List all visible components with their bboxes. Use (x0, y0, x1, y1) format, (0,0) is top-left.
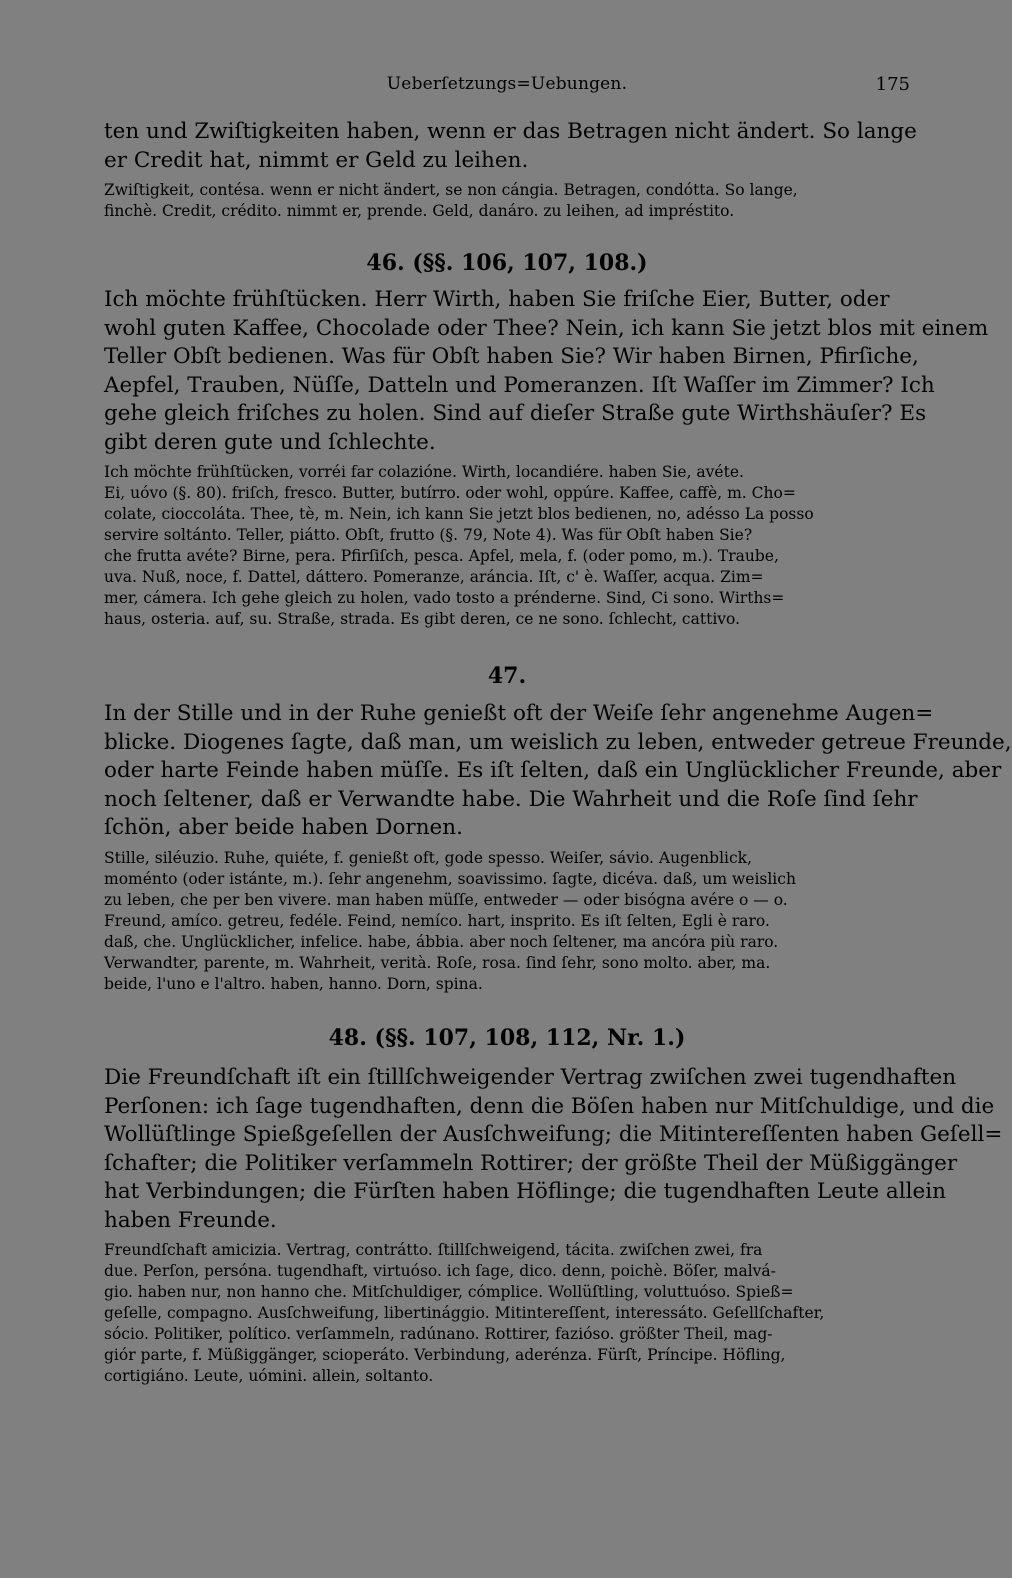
text-line: hat Verbindungen; die Fürſten haben Höflinge; die tugendhaften Leute allein (104, 1179, 946, 1204)
exercise-text (104, 700, 1012, 843)
text-line: Wollüſtlinge Spießgeſellen der Ausſchweifung; die Mitintereſſenten haben Geſell= (104, 1122, 1003, 1147)
text-line: noch ſeltener, daß er Verwandte habe. Die Wahrheit und die Roſe ſind ſehr (104, 786, 918, 812)
vocab-line: due. Perſon, persóna. tugendhaft, virtuóso. ich ſage, dico. denn, poichè. Böſer, malvá- (104, 1262, 776, 1280)
vocab-line: Freund, amíco. getreu, fedéle. Feind, nemíco. hart, insprito. Es iſt ſelten, Egli è raro. (104, 912, 770, 930)
intro-vocabulary (104, 180, 910, 222)
vocab-line: Ich möchte frühſtücken, vorréi far colazióne. Wirth, locandiére. haben Sie, avéte. (104, 463, 744, 481)
text-line: oder harte Feinde haben müſſe. Es iſt ſelten, daß ein Unglücklicher Freunde, aber (104, 758, 1002, 783)
vocab-line: Freundſchaft amicizia. Vertrag, contrátto. ſtillſchweigend, tácita. zwiſchen zwei, fra (104, 1241, 763, 1259)
vocab-line: giór parte, f. Müßiggänger, scioperáto. Verbindung, aderénza. Fürſt, Príncipe. Höfling, (104, 1346, 786, 1364)
running-header (104, 74, 910, 104)
section-heading: 46. (§§. 106, 107, 108.) (366, 250, 648, 276)
exercise-text (104, 286, 989, 457)
vocab-line: uva. Nuß, noce, f. Dattel, dáttero. Pomeranze, aráncia. Iſt, c' è. Waſſer, acqua. Zim= (104, 568, 764, 586)
vocab-line: gio. haben nur, non hanno che. Mitſchuldiger, cómplice. Wollüſtling, voluttuóso. Spieß= (104, 1283, 794, 1301)
vocab-line: zu leben, che per ben vivere. man haben müſſe, entweder — oder bisógna avére o — o. (104, 891, 788, 909)
text-line: wohl guten Kaffee, Chocolade oder Thee? Nein, ich kann Sie jetzt blos mit einem (104, 315, 989, 341)
text-line: gibt deren gute und ſchlechte. (104, 429, 436, 455)
section-heading: 47. (487, 663, 527, 689)
text-line: Teller Obſt bedienen. Was für Obſt haben Sie? Wir haben Birnen, Pfirſiche, (104, 344, 919, 369)
text-line: Aepfel, Trauben, Nüſſe, Datteln und Pomeranzen. Iſt Waſſer im Zimmer? Ich (104, 372, 935, 398)
vocabulary-block (104, 462, 910, 630)
text-line: haben Freunde. (104, 1207, 277, 1233)
vocab-line: Ei, uóvo (§. 80). friſch, fresco. Butter, butírro. oder wohl, oppúre. Kaffee, caffè, m. Cho= (104, 484, 796, 502)
text-line: Ich möchte frühſtücken. Herr Wirth, haben Sie friſche Eier, Butter, oder (104, 287, 890, 312)
vocab-line: haus, osteria. auf, su. Straße, strada. Es gibt deren, ce ne sono. ſchlecht, cattivo. (104, 610, 741, 628)
text-line: ſchön, aber beide haben Dornen. (104, 815, 463, 840)
vocab-line: Verwandter, parente, m. Wahrheit, verità. Roſe, rosa. ſind ſehr, sono molto. aber, ma. (104, 954, 771, 972)
vocab-line: mer, cámera. Ich gehe gleich zu holen, vado tosto a prénderne. Sind, Ci sono. Wirths= (104, 589, 785, 607)
vocabulary-block (104, 1240, 910, 1387)
vocab-line: moménto (oder istánte, m.). ſehr angenehm, soavissimo. ſagte, dicéva. daß, um weislich (104, 870, 796, 888)
vocab-line: finchè. Credit, crédito. nimmt er, prende. Geld, danáro. zu leihen, ad impréstito. (104, 202, 735, 220)
exercise-text (104, 1064, 1003, 1235)
vocab-line: beide, l'uno e l'altro. haben, hanno. Dorn, spina. (104, 975, 483, 993)
intro-text (104, 118, 917, 175)
vocab-line: Zwiſtigkeit, contésa. wenn er nicht ändert, se non cángia. Betragen, condótta. So lange, (104, 181, 798, 199)
running-title: Ueberſetzungs=Uebungen. (386, 74, 628, 94)
text-line: ſchafter; die Politiker verſammeln Rottirer; der größte Theil der Müßiggänger (104, 1150, 958, 1176)
text-line: Die Freundſchaft iſt ein ſtillſchweigender Vertrag zwiſchen zwei tugendhaften (104, 1065, 957, 1090)
text-line: Perſonen: ich ſage tugendhaften, denn die Böſen haben nur Mitſchuldige, und die (104, 1093, 995, 1119)
section-heading: 48. (§§. 107, 108, 112, Nr. 1.) (328, 1025, 686, 1051)
vocab-line: sócio. Politiker, político. verſammeln, radúnano. Rottirer, fazióso. größter Theil, mag- (104, 1325, 773, 1343)
text-line: blicke. Diogenes ſagte, daß man, um weislich zu leben, entweder getreue Freunde, (104, 729, 1012, 755)
vocabulary-block (104, 848, 910, 995)
vocab-line: cortigiáno. Leute, uómini. allein, soltanto. (104, 1367, 434, 1385)
text-line: ten und Zwiſtigkeiten haben, wenn er das Betragen nicht ändert. So lange (104, 119, 917, 144)
text-line: er Credit hat, nimmt er Geld zu leihen. (104, 147, 529, 173)
vocab-line: Stille, siléuzio. Ruhe, quiéte, f. genießt oft, gode spesso. Weiſer, sávio. Augenblick, (104, 849, 752, 867)
vocab-line: daß, che. Unglücklicher, infelice. habe, ábbia. aber noch ſeltener, ma ancóra più raro. (104, 933, 779, 951)
vocab-line: servire soltánto. Teller, piátto. Obſt, frutto (§. 79, Note 4). Was für Obſt haben Sie? (104, 526, 753, 544)
vocab-line: che frutta avéte? Birne, pera. Pfirſiſch, pesca. Apfel, mela, f. (oder pomo, m.). Traube, (104, 547, 779, 565)
text-line: In der Stille und in der Ruhe genießt oft der Weiſe ſehr angenehme Augen= (104, 701, 934, 726)
text-line: gehe gleich friſches zu holen. Sind auf dieſer Straße gute Wirthshäuſer? Es (104, 401, 927, 426)
vocab-line: geſelle, compagno. Ausſchweifung, libertinággio. Mitintereſſent, interessáto. Geſellſchafter, (104, 1304, 825, 1322)
vocab-line: colate, cioccoláta. Thee, tè, m. Nein, ich kann Sie jetzt blos bedienen, no, adésso La posso (104, 505, 814, 523)
page-number: 175 (875, 74, 910, 95)
